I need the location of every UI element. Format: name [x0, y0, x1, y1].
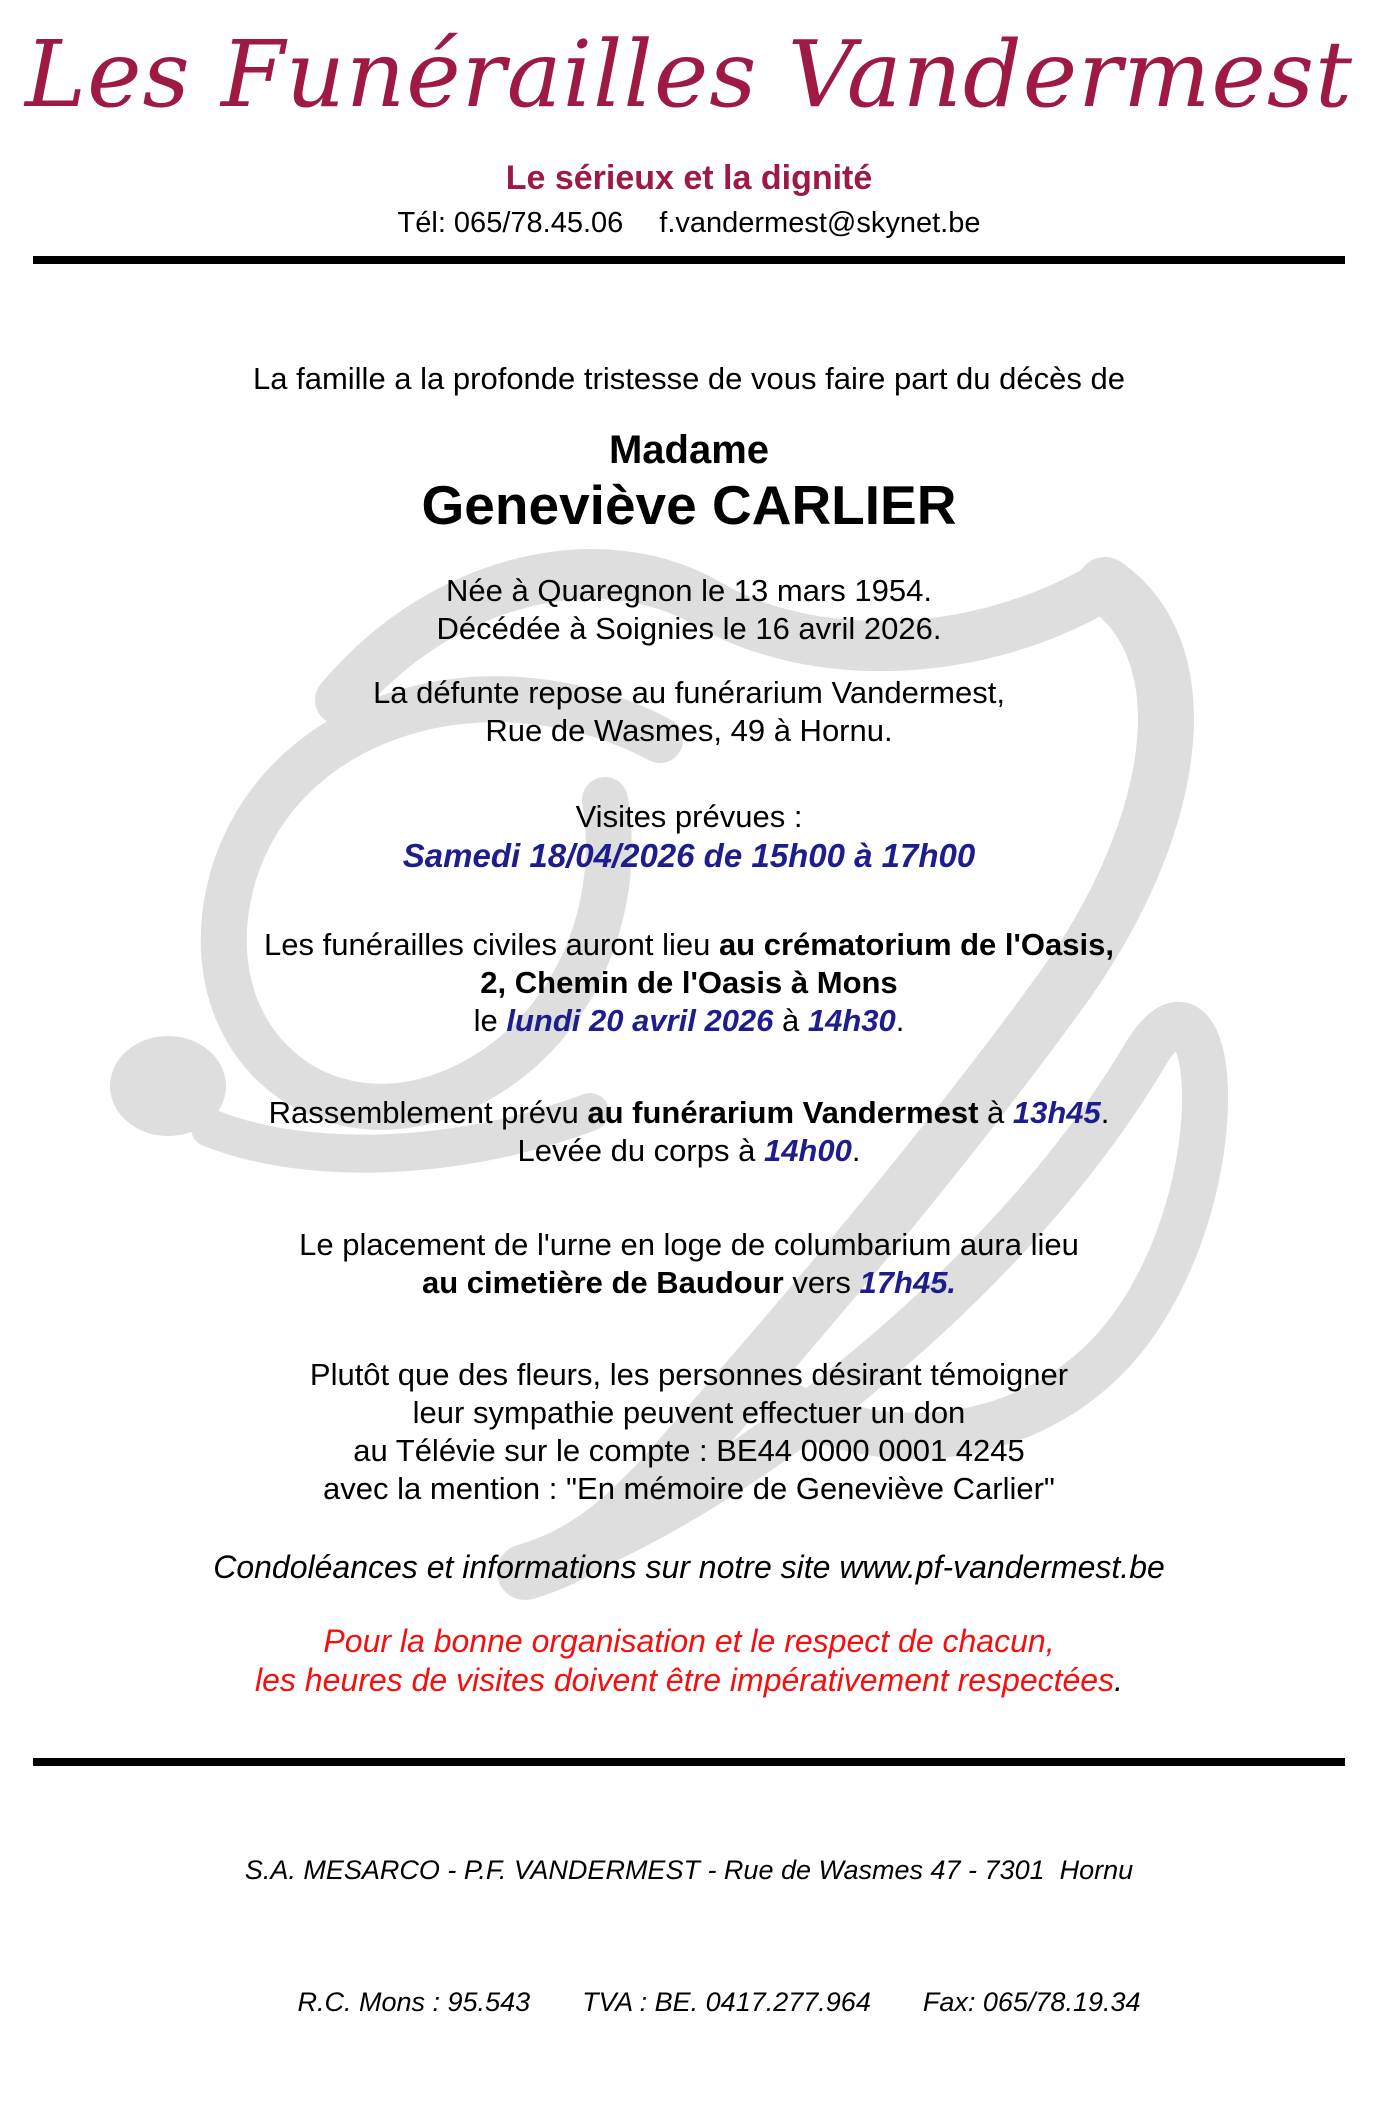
ceremony-date: lundi 20 avril 2026: [506, 1003, 774, 1038]
ceremony-date-line: [0, 1002, 1378, 1040]
civility-title: Madame: [608, 428, 770, 472]
repose-line-1: La défunte repose au funérarium Vandermest,: [373, 675, 1005, 710]
gathering-period: .: [1100, 1095, 1110, 1130]
birth-line: Née à Quaregnon le 13 mars 1954.: [446, 573, 932, 608]
ceremony-address: 2, Chemin de l'Oasis à Mons: [480, 965, 898, 1000]
footer-legal-line: [0, 1953, 1378, 2052]
gathering-line-1: [0, 1094, 1378, 1132]
footer-tva: TVA : BE. 0417.277.964: [582, 1987, 871, 2017]
columbarium-line-2: [0, 1264, 1378, 1302]
intro-line: La famille a la profonde tristesse de vous faire part du décès de: [253, 361, 1125, 396]
cemetery-time: 17h45.: [859, 1265, 957, 1300]
phone-number: Tél: 065/78.45.06: [397, 207, 624, 239]
contact-line: [0, 206, 1378, 240]
donation-block: [0, 1356, 1378, 1508]
ceremony-line-1: [0, 926, 1378, 964]
brand-tagline: Le sérieux et la dignité: [505, 159, 873, 197]
ceremony-venue: au crématorium de l'Oasis,: [718, 927, 1114, 962]
birth-death-block: [0, 572, 1378, 648]
visits-block: [0, 798, 1378, 876]
ceremony-block: [0, 926, 1378, 1040]
footer-company-line: S.A. MESARCO - P.F. VANDERMEST - Rue de Wasmes 47 - 7301 Hornu: [244, 1855, 1134, 1885]
gathering-block: [0, 1094, 1378, 1170]
columbarium-line-1: Le placement de l'urne en loge de columbarium aura lieu: [299, 1227, 1079, 1262]
footer-fax: Fax: 065/78.19.34: [922, 1987, 1141, 2017]
footer-rule: [33, 1758, 1345, 1766]
body-removal-time: 14h00: [763, 1133, 852, 1168]
header-rule: [33, 256, 1345, 264]
columbarium-block: [0, 1226, 1378, 1302]
notice-line-1: Pour la bonne organisation et le respect de chacun,: [323, 1623, 1055, 1659]
notice-line-2-period: .: [1114, 1662, 1123, 1698]
notice-line-2-text: les heures de visites doivent être impérativement respectées: [255, 1662, 1115, 1698]
body-removal-text: Levée du corps à: [517, 1133, 764, 1168]
ceremony-time: 14h30: [807, 1003, 896, 1038]
cemetery-connector: vers: [783, 1265, 860, 1300]
visiting-hours-notice: [0, 1622, 1378, 1700]
deceased-name: Geneviève CARLIER: [421, 474, 957, 536]
repose-line-2: Rue de Wasmes, 49 à Hornu.: [485, 713, 893, 748]
gathering-connector: à: [978, 1095, 1013, 1130]
donation-mention-line: avec la mention : "En mémoire de Geneviève Carlier": [323, 1471, 1055, 1506]
footer-rc: R.C. Mons : 95.543: [297, 1987, 531, 2017]
condolences-line: Condoléances et informations sur notre site www.pf-vandermest.be: [213, 1549, 1165, 1585]
notice-line-2: [0, 1661, 1378, 1700]
donation-account-line: au Télévie sur le compte : BE44 0000 0001 4245: [353, 1433, 1025, 1468]
death-line: Décédée à Soignies le 16 avril 2026.: [436, 611, 942, 646]
body-removal-period: .: [851, 1133, 861, 1168]
gathering-venue: au funérarium Vandermest: [587, 1095, 979, 1130]
footer-block: [0, 1788, 1378, 2118]
donation-line-1: Plutôt que des fleurs, les personnes désirant témoigner: [309, 1357, 1069, 1392]
cemetery-name: au cimetière de Baudour: [421, 1265, 784, 1300]
gathering-time: 13h45: [1012, 1095, 1101, 1130]
visits-schedule: Samedi 18/04/2026 de 15h00 à 17h00: [402, 837, 976, 874]
email-address: f.vandermest@skynet.be: [659, 207, 981, 239]
visits-label: Visites prévues :: [575, 799, 803, 834]
ceremony-date-prefix: le: [473, 1003, 507, 1038]
donation-line-2: leur sympathie peuvent effectuer un don: [412, 1395, 966, 1430]
ceremony-date-connector: à: [773, 1003, 808, 1038]
body-removal-line: [0, 1132, 1378, 1170]
repose-block: [0, 674, 1378, 750]
brand-title: Les Funérailles Vandermest: [24, 21, 1354, 128]
gathering-text: Rassemblement prévu: [268, 1095, 588, 1130]
ceremony-date-period: .: [895, 1003, 905, 1038]
ceremony-line-1-text: Les funérailles civiles auront lieu: [264, 927, 719, 962]
